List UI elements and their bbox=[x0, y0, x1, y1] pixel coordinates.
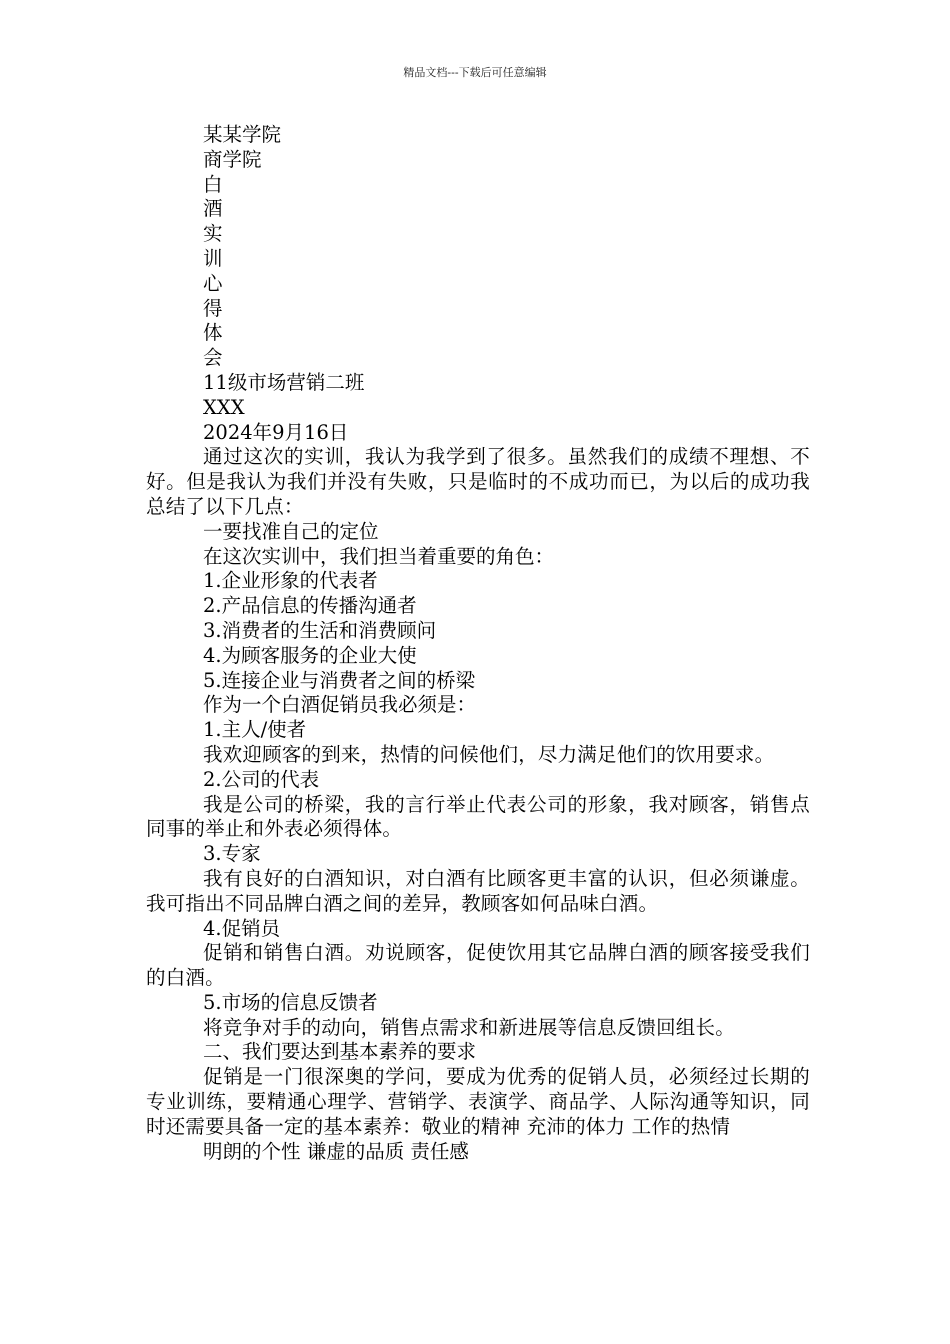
duties-intro: 作为一个白酒促销员我必须是： bbox=[203, 693, 477, 717]
document-date: 2024年9月16日 bbox=[203, 420, 349, 444]
duty-text: 我有良好的白酒知识，对白酒有比顾客更丰富的认识，但必须谦虚。我可指出不同品牌白酒之间的差异，教顾客如何品味白酒。 bbox=[146, 866, 810, 915]
qualities-line: 明朗的个性 谦虚的品质 责任感 bbox=[203, 1139, 469, 1163]
duty-title: 2.公司的代表 bbox=[203, 767, 320, 791]
college-name: 商学院 bbox=[203, 147, 262, 171]
duty-text: 将竞争对手的动向，销售点需求和新进展等信息反馈回组长。 bbox=[203, 1015, 735, 1039]
title-char: 得 bbox=[203, 296, 223, 320]
document-body bbox=[146, 123, 810, 1164]
school-name: 某某学院 bbox=[203, 123, 282, 146]
title-char: 训 bbox=[203, 246, 223, 270]
duty-title: 5.市场的信息反馈者 bbox=[203, 990, 378, 1014]
title-char: 酒 bbox=[203, 197, 223, 221]
duty-text: 我欢迎顾客的到来，热情的问候他们，尽力满足他们的饮用要求。 bbox=[203, 742, 775, 766]
duty-title: 1.主人/使者 bbox=[203, 718, 307, 742]
title-char: 体 bbox=[203, 321, 223, 345]
duty-title: 4.促销员 bbox=[203, 916, 281, 940]
section-heading: 一要找准自己的定位 bbox=[203, 519, 379, 543]
section2-paragraph: 促销是一门很深奥的学问，要成为优秀的促销人员，必须经过长期的专业训练，要精通心理学、营销学、表演学、商品学、人际沟通等知识，同时还需要具备一定的基本素养：敬业的精神 充沛的体力 工作的热情 bbox=[146, 1065, 810, 1138]
intro-paragraph: 通过这次的实训，我认为我学到了很多。虽然我们的成绩不理想、不好。但是我认为我们并没有失败，只是临时的不成功而已，为以后的成功我总结了以下几点： bbox=[146, 445, 810, 518]
class-name: 11级市场营销二班 bbox=[203, 370, 365, 394]
title-char: 实 bbox=[203, 222, 223, 246]
role-item: 5.连接企业与消费者之间的桥梁 bbox=[203, 668, 476, 692]
roles-intro: 在这次实训中，我们担当着重要的角色： bbox=[203, 544, 555, 568]
role-item: 2.产品信息的传播沟通者 bbox=[203, 594, 417, 618]
duty-text: 我是公司的桥梁，我的言行举止代表公司的形象，我对顾客，销售点同事的举止和外表必须得体。 bbox=[146, 792, 810, 841]
role-item: 3.消费者的生活和消费顾问 bbox=[203, 618, 437, 642]
page-header: 精品文档---下载后可任意编辑 bbox=[403, 66, 547, 79]
author-name: XXX bbox=[203, 395, 245, 419]
role-item: 1.企业形象的代表者 bbox=[203, 569, 378, 593]
duty-text: 促销和销售白酒。劝说顾客，促使饮用其它品牌白酒的顾客接受我们的白酒。 bbox=[146, 941, 810, 990]
title-char: 白 bbox=[203, 172, 223, 196]
role-item: 4.为顾客服务的企业大使 bbox=[203, 643, 417, 667]
duty-title: 3.专家 bbox=[203, 842, 261, 866]
section-heading: 二、我们要达到基本素养的要求 bbox=[203, 1040, 477, 1064]
title-char: 心 bbox=[203, 271, 223, 295]
title-char: 会 bbox=[203, 346, 223, 370]
